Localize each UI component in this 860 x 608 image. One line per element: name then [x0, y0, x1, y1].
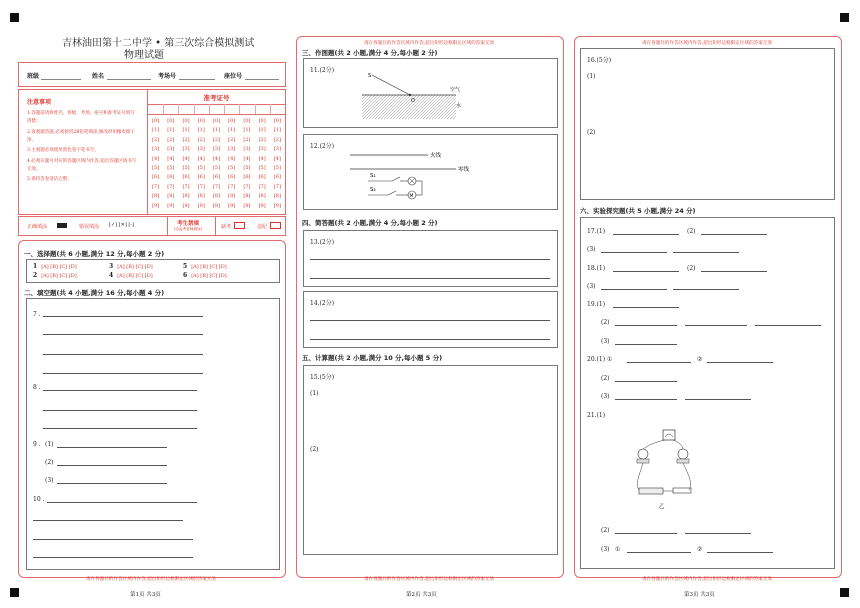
- exam-digit-bubble[interactable]: [3]: [152, 146, 160, 153]
- exam-digit-bubble[interactable]: [8]: [197, 193, 205, 200]
- exam-digit-bubble[interactable]: [4]: [212, 155, 221, 162]
- section1-title: 一、选择题(共 6 小题,满分 12 分,每小题 2 分): [24, 250, 165, 258]
- exam-digit-bubble[interactable]: [9]: [167, 202, 175, 209]
- exam-digit-bubble[interactable]: [6]: [273, 174, 281, 181]
- exam-digit-bubble[interactable]: [5]: [228, 165, 236, 171]
- q9-part1: (1): [45, 441, 54, 448]
- exam-digit-bubble[interactable]: [4]: [167, 155, 175, 162]
- q19-blank[interactable]: [613, 307, 679, 308]
- exam-digit-bubble[interactable]: [1]: [152, 127, 160, 134]
- battery-icon: [639, 488, 663, 494]
- q19-blank[interactable]: [615, 325, 677, 326]
- exam-digit-bubble[interactable]: [0]: [243, 118, 251, 124]
- q8-blank[interactable]: [43, 428, 197, 429]
- q20-part2: (2): [601, 375, 610, 382]
- q13-answer-line[interactable]: [310, 278, 550, 279]
- exam-digit-bubble[interactable]: [6]: [182, 174, 190, 181]
- q16-part2: (2): [587, 129, 596, 136]
- correct-fill-label: 正确填涂: [27, 224, 48, 230]
- exam-digit-bubble[interactable]: [6]: [212, 174, 221, 181]
- q20-circle2: ②: [697, 356, 703, 363]
- q14-answer-line[interactable]: [310, 339, 550, 340]
- q18-part2: (2): [687, 265, 696, 272]
- q12-box: [303, 134, 558, 210]
- exam-digit-bubble[interactable]: [1]: [167, 127, 175, 134]
- q9-blank[interactable]: [57, 465, 167, 466]
- exam-digit-bubble[interactable]: [6]: [258, 174, 266, 181]
- exam-digit-bubble[interactable]: [4]: [243, 155, 251, 162]
- q10-blank[interactable]: [47, 502, 197, 503]
- exam-digit-bubble[interactable]: [5]: [243, 165, 251, 171]
- choice-q5[interactable]: 5 [A] [B] [C] [D]: [183, 263, 227, 270]
- exam-room-field[interactable]: [179, 79, 215, 80]
- q8-label: 8 .: [33, 384, 41, 391]
- choice-q6[interactable]: 6 [A] [B] [C] [D]: [183, 272, 227, 279]
- figure-label: 乙: [659, 504, 665, 510]
- q15-part1: (1): [310, 390, 319, 397]
- q15-box[interactable]: [303, 365, 558, 555]
- q10-label: 10 .: [33, 496, 45, 503]
- exam-digit-bubble[interactable]: [7]: [212, 183, 221, 190]
- q17-label: 17.(1): [587, 228, 606, 235]
- q16-box[interactable]: [580, 48, 835, 200]
- q17-part2: (2): [687, 228, 696, 235]
- q21-part3: (3): [601, 546, 610, 553]
- exam-digit-bubble[interactable]: [2]: [258, 136, 266, 143]
- exam-digit-bubble[interactable]: [7]: [167, 183, 175, 190]
- point-s-label: S: [368, 73, 372, 79]
- choice-box: [26, 259, 280, 283]
- corner-mark-tr: [840, 13, 849, 22]
- q13-box: [303, 230, 558, 287]
- exam-digit-bubble[interactable]: [6]: [243, 174, 251, 181]
- q19-blank[interactable]: [685, 325, 747, 326]
- q20-blank[interactable]: [685, 399, 751, 400]
- missing-checkbox[interactable]: [234, 222, 245, 229]
- exam-digit-bubble[interactable]: [7]: [258, 183, 266, 190]
- exam-digit-bubble[interactable]: [2]: [197, 136, 205, 143]
- section4-title: 四、简答题(共 2 小题,满分 4 分,每小题 2 分): [302, 219, 438, 227]
- exam-digit-bubble[interactable]: [8]: [273, 193, 281, 200]
- name-field[interactable]: [107, 79, 151, 80]
- exam-digit-bubble[interactable]: [4]: [152, 155, 160, 162]
- exam-digit-bubble[interactable]: [2]: [228, 136, 236, 143]
- exam-number-title: 准考证号: [203, 94, 230, 102]
- q7-blank[interactable]: [43, 334, 203, 335]
- bulb-icon: [678, 449, 688, 459]
- q9-part3: (3): [45, 477, 54, 484]
- incident-ray: [372, 75, 410, 95]
- exam-digit-bubble[interactable]: [8]: [182, 193, 190, 200]
- exam-digit-bubble[interactable]: [6]: [228, 174, 236, 181]
- exam-digit-bubble[interactable]: [3]: [167, 146, 175, 153]
- exam-digit-bubble[interactable]: [8]: [243, 193, 251, 200]
- corner-mark-bl: [10, 588, 19, 597]
- school-title: 吉林油田第十二中学 • 第三次综合模拟测试: [62, 38, 255, 49]
- exam-digit-bubble[interactable]: [4]: [258, 155, 266, 162]
- exam-digit-bubble[interactable]: [9]: [243, 202, 251, 209]
- exam-digit-bubble[interactable]: [7]: [152, 183, 160, 190]
- q19-part2: (2): [601, 319, 610, 326]
- wrong-fill-samples: [✓] [✕] [-]: [109, 222, 134, 228]
- exam-digit-bubble[interactable]: [0]: [197, 118, 205, 124]
- exam-digit-bubble[interactable]: [1]: [228, 127, 236, 134]
- note-item: 3.主观题必须使用黑色签字笔书写。: [27, 148, 99, 154]
- violation-label: 违纪: [257, 224, 268, 230]
- exam-digit-bubble[interactable]: [7]: [243, 183, 251, 190]
- exam-digit-bubble[interactable]: [3]: [243, 146, 251, 153]
- class-field[interactable]: [41, 79, 81, 80]
- q18-blank[interactable]: [701, 271, 767, 272]
- q19-blank[interactable]: [615, 344, 677, 345]
- exam-digit-bubble[interactable]: [1]: [243, 127, 251, 134]
- choice-q2[interactable]: 2 [A] [B] [C] [D]: [33, 272, 77, 279]
- water-region: [362, 95, 456, 119]
- q15-part2: (2): [310, 446, 319, 453]
- page2-warning-top: 请在各题目的作答区域内作答,超出矩形边框限定区域的答案无效: [363, 41, 495, 46]
- q20-label: 20.(1) ①: [587, 356, 613, 363]
- q9-part2: (2): [45, 459, 54, 466]
- exam-digit-bubble[interactable]: [5]: [182, 165, 190, 171]
- exam-digit-bubble[interactable]: [7]: [182, 183, 190, 190]
- exam-room-label: 考场号: [158, 73, 177, 80]
- exam-digit-bubble[interactable]: [0]: [212, 118, 221, 124]
- exam-digit-bubble[interactable]: [3]: [212, 146, 221, 153]
- exam-digit-bubble[interactable]: [5]: [152, 165, 160, 171]
- exam-digit-bubble[interactable]: [8]: [167, 193, 175, 200]
- exam-digit-bubble[interactable]: [9]: [258, 202, 266, 209]
- q10-blank[interactable]: [33, 520, 183, 521]
- notes-list: [27, 110, 139, 187]
- q18-blank[interactable]: [673, 289, 739, 290]
- q20-blank[interactable]: [707, 362, 773, 363]
- exam-digit-bubble[interactable]: [4]: [182, 155, 190, 162]
- q11-box: [303, 58, 558, 128]
- q17-blank[interactable]: [613, 234, 679, 235]
- subject-title: 物理试题: [124, 50, 164, 61]
- q18-label: 18.(1): [587, 265, 606, 272]
- q18-blank[interactable]: [613, 271, 679, 272]
- q14-label: 14.(2分): [310, 300, 335, 307]
- note-item: 1.答题前请将姓名、班级、考场、座号和准考证号填写清楚。: [27, 111, 135, 124]
- exam-digit-bubble[interactable]: [9]: [197, 202, 205, 209]
- name-label: 姓名: [92, 73, 105, 80]
- zero-line-label: 零线: [458, 167, 470, 173]
- note-item: 2.客观题答题,必须使用2B铅笔填涂,修改时用橡皮擦干净。: [27, 129, 135, 143]
- exam-digit-bubble[interactable]: [3]: [182, 146, 190, 153]
- exam-digit-bubble[interactable]: [0]: [152, 118, 160, 124]
- switch-s2-label: S₂: [370, 187, 376, 193]
- q19-part3: (3): [601, 338, 610, 345]
- exam-digit-bubble[interactable]: [2]: [273, 136, 281, 143]
- exam-digit-bubble[interactable]: [6]: [197, 174, 205, 181]
- q9-label: 9 .: [33, 441, 41, 448]
- exam-digit-bubble[interactable]: [2]: [167, 136, 175, 143]
- q10-blank[interactable]: [33, 557, 193, 558]
- q17-part3: (3): [587, 246, 596, 253]
- exam-digit-bubble[interactable]: [9]: [182, 202, 190, 209]
- seat-label: 座位号: [224, 73, 243, 80]
- wrong-fill-label: 错误填涂: [79, 224, 100, 230]
- exam-digit-bubble[interactable]: [2]: [212, 136, 221, 143]
- fire-line-label: 火线: [430, 153, 442, 159]
- missing-label: 缺考: [221, 224, 232, 230]
- exam-digit-bubble[interactable]: [0]: [258, 118, 266, 124]
- student-info-box: [18, 62, 286, 87]
- q17-blank[interactable]: [673, 252, 739, 253]
- q7-label: 7 .: [33, 311, 41, 318]
- q21-blank[interactable]: [707, 552, 773, 553]
- fill-example-box: [18, 216, 286, 236]
- exam-digit-bubble[interactable]: [1]: [212, 127, 221, 134]
- switch-s1-label: S₁: [370, 173, 376, 179]
- absent-subtitle: (由监考老师填涂): [174, 227, 202, 231]
- exam-digit-bubble[interactable]: [0]: [167, 118, 175, 124]
- section3-title: 三、作图题(共 2 小题,满分 4 分,每小题 2 分): [302, 49, 438, 57]
- corner-mark-tl: [10, 13, 19, 22]
- q17-blank[interactable]: [701, 234, 767, 235]
- q10-blank[interactable]: [33, 539, 193, 540]
- q13-answer-line[interactable]: [310, 259, 550, 260]
- circuit-diagram: [348, 147, 478, 205]
- exam-digit-bubble[interactable]: [3]: [258, 146, 266, 153]
- q21-blank[interactable]: [615, 533, 677, 534]
- q18-blank[interactable]: [601, 289, 667, 290]
- notes-box: [18, 89, 148, 215]
- note-item: 5.保持答卷清洁完整。: [27, 177, 72, 183]
- point-o-label: O: [411, 98, 415, 104]
- seat-field[interactable]: [245, 79, 279, 80]
- choice-q1[interactable]: 1 [A] [B] [C] [D]: [33, 263, 77, 270]
- violation-checkbox[interactable]: [270, 222, 281, 229]
- q17-blank[interactable]: [601, 252, 667, 253]
- section2-title: 二、填空题(共 4 小题,满分 16 分,每小题 4 分): [24, 289, 165, 297]
- note-item: 4.必须在题号对应的答题区域内作答,超出答题区域书写无效。: [27, 158, 137, 172]
- exam-digit-bubble[interactable]: [3]: [197, 146, 205, 153]
- exam-digit-bubble[interactable]: [1]: [273, 127, 281, 134]
- exam-digit-bubble[interactable]: [9]: [273, 202, 281, 209]
- exam-digit-bubble[interactable]: [2]: [152, 136, 160, 143]
- exam-digit-bubble[interactable]: [4]: [228, 155, 236, 162]
- q20-blank[interactable]: [615, 399, 677, 400]
- refraction-diagram: [362, 69, 472, 124]
- exam-digit-bubble[interactable]: [5]: [258, 165, 266, 171]
- page2-footer: 第2页 共3页: [406, 592, 437, 598]
- exam-digit-bubble[interactable]: [1]: [182, 127, 190, 134]
- absent-title: 考生禁填: [177, 221, 200, 227]
- q7-blank[interactable]: [43, 373, 203, 374]
- exam-digit-bubble[interactable]: [0]: [182, 118, 190, 124]
- exam-number-grid: [147, 89, 286, 215]
- exam-digit-bubble[interactable]: [7]: [273, 183, 281, 190]
- q8-blank[interactable]: [43, 410, 197, 411]
- exam-digit-bubble[interactable]: [6]: [152, 174, 160, 181]
- exam-digit-bubble[interactable]: [9]: [152, 202, 160, 209]
- correct-fill-sample: [57, 223, 67, 228]
- q16-label: 16.(5分): [587, 57, 612, 64]
- q21-part2: (2): [601, 527, 610, 534]
- air-label: 空气: [450, 87, 461, 93]
- section6-title: 六、实验探究题(共 5 小题,满分 24 分): [580, 207, 696, 215]
- q21-circle1: ①: [615, 546, 621, 553]
- water-label: 水: [456, 103, 462, 109]
- q20-blank[interactable]: [627, 362, 691, 363]
- q16-part1: (1): [587, 73, 596, 80]
- q14-answer-line[interactable]: [310, 320, 550, 321]
- q9-blank[interactable]: [57, 447, 167, 448]
- exam-digit-bubble[interactable]: [7]: [228, 183, 236, 190]
- exam-digit-bubble[interactable]: [9]: [212, 202, 221, 209]
- exam-digit-bubble[interactable]: [1]: [258, 127, 266, 134]
- exam-digit-bubble[interactable]: [2]: [182, 136, 190, 143]
- q21-circle2: ②: [697, 546, 703, 553]
- exam-digit-bubble[interactable]: [9]: [228, 202, 236, 209]
- corner-mark-br: [840, 588, 849, 597]
- q19-blank[interactable]: [755, 325, 821, 326]
- exam-digit-bubble[interactable]: [0]: [228, 118, 236, 124]
- exam-digit-bubble[interactable]: [7]: [197, 183, 205, 190]
- exam-digit-bubble[interactable]: [5]: [197, 165, 205, 171]
- bulb-icon: [638, 449, 648, 459]
- q7-blank[interactable]: [43, 354, 203, 355]
- q12-label: 12.(2分): [310, 143, 335, 150]
- exam-digit-bubble[interactable]: [4]: [197, 155, 205, 162]
- exam-digit-bubble[interactable]: [2]: [243, 136, 251, 143]
- exam-digit-bubble[interactable]: [3]: [273, 146, 281, 153]
- q11-label: 11.(2分): [310, 67, 335, 74]
- exam-digit-bubble[interactable]: [3]: [228, 146, 236, 153]
- q14-box: [303, 291, 558, 348]
- q8-blank[interactable]: [43, 390, 197, 391]
- fill-blank-box: [26, 298, 280, 570]
- page3-footer: 第3页 共3页: [684, 592, 715, 598]
- exam-digit-bubble[interactable]: [8]: [152, 193, 160, 200]
- page2-warning: 请在各题目的作答区域内作答,超出矩形边框限定区域的答案无效: [363, 577, 495, 582]
- choice-q4[interactable]: 4 [A] [B] [C] [D]: [109, 272, 153, 279]
- q9-blank[interactable]: [57, 483, 167, 484]
- page3-warning-top: 请在各题目的作答区域内作答,超出矩形边框限定区域的答案无效: [641, 41, 773, 46]
- exam-digit-bubble[interactable]: [8]: [212, 193, 221, 200]
- exam-digit-bubble[interactable]: [0]: [273, 118, 281, 124]
- page1-warning: 请在各题目的作答区域内作答,超出矩形边框限定区域的答案无效: [85, 577, 217, 582]
- q19-label: 19.(1): [587, 301, 606, 308]
- page3-warning: 请在各题目的作答区域内作答,超出矩形边框限定区域的答案无效: [641, 577, 773, 582]
- q21-blank[interactable]: [627, 552, 691, 553]
- exam-digit-bubble[interactable]: [8]: [258, 193, 266, 200]
- q13-label: 13.(2分): [310, 239, 335, 246]
- q7-blank[interactable]: [43, 316, 203, 317]
- section5-title: 五、计算题(共 2 小题,满分 10 分,每小题 5 分): [302, 354, 443, 362]
- experiment-circuit-figure: [629, 428, 699, 516]
- experiment-box: [580, 217, 835, 569]
- exam-digit-bubble[interactable]: [8]: [228, 193, 236, 200]
- exam-number-columns: [148, 104, 285, 214]
- page1-footer: 第1页 共3页: [130, 592, 161, 598]
- exam-digit-bubble[interactable]: [4]: [273, 155, 281, 162]
- exam-digit-bubble[interactable]: [5]: [273, 165, 281, 171]
- q20-part3: (3): [601, 393, 610, 400]
- exam-digit-bubble[interactable]: [6]: [167, 174, 175, 181]
- exam-digit-bubble[interactable]: [5]: [212, 165, 221, 171]
- exam-digit-bubble[interactable]: [1]: [197, 127, 205, 134]
- q15-label: 15.(5分): [310, 374, 335, 381]
- class-label: 班级: [27, 73, 40, 80]
- voltmeter-icon: [663, 430, 675, 440]
- q20-blank[interactable]: [615, 381, 677, 382]
- choice-q3[interactable]: 3 [A] [B] [C] [D]: [109, 263, 153, 270]
- q21-blank[interactable]: [685, 533, 751, 534]
- exam-digit-bubble[interactable]: [5]: [167, 165, 175, 171]
- notes-title: 注意事项: [27, 99, 52, 106]
- q21-label: 21.(1): [587, 412, 606, 419]
- svg-text:M: M: [409, 194, 414, 199]
- switch-icon: [673, 488, 691, 493]
- q18-part3: (3): [587, 283, 596, 290]
